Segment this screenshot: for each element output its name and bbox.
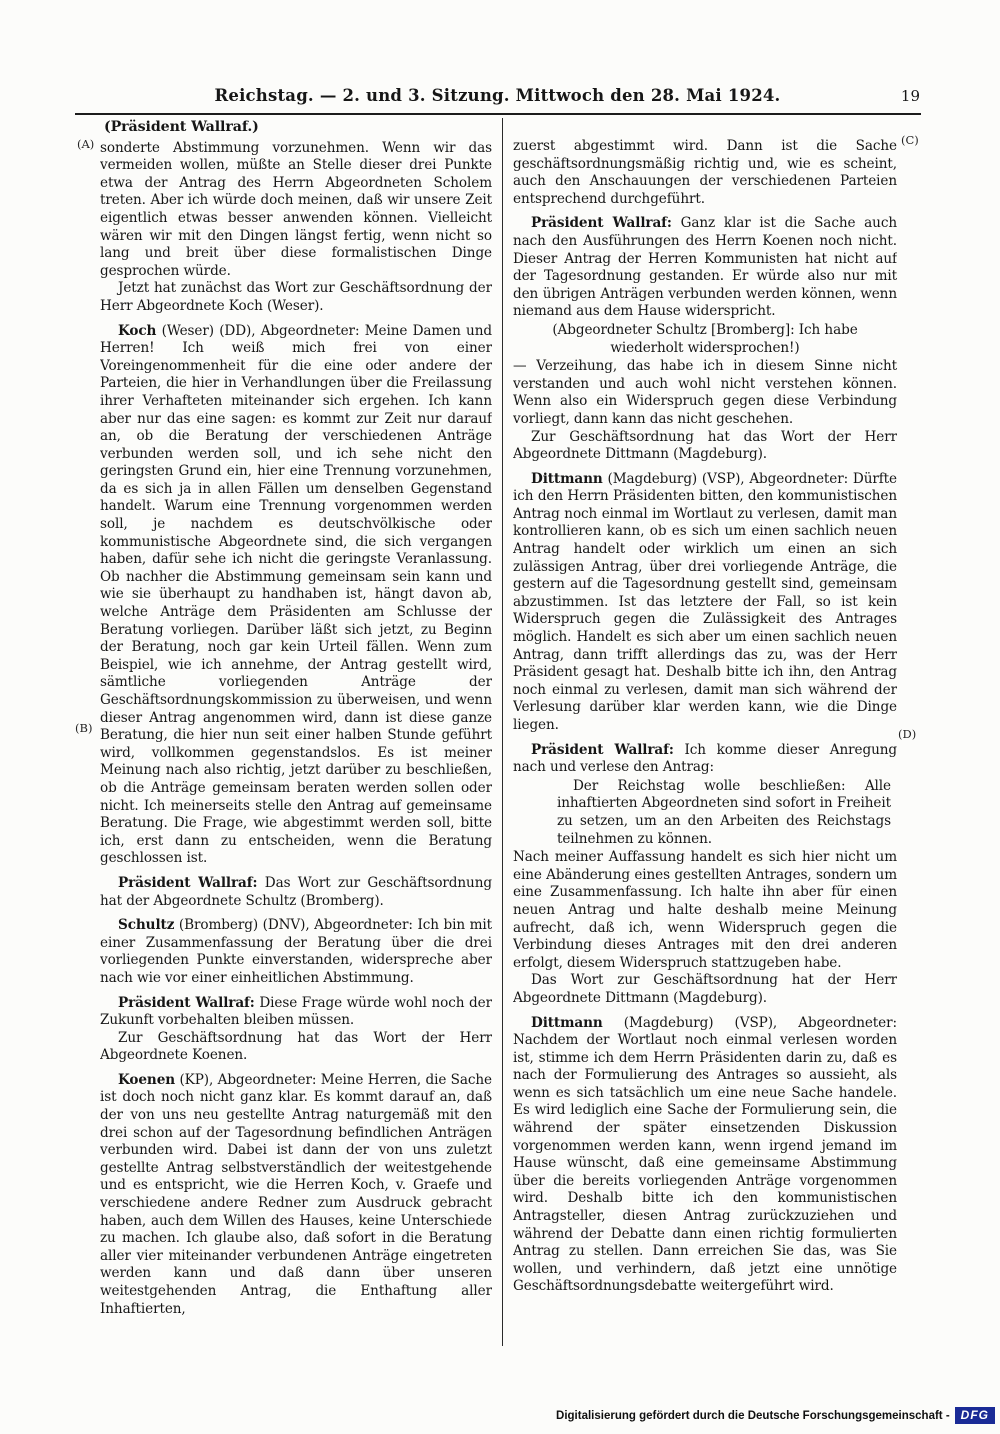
speech-text: Ich bin mit einer Zusammenfassung der Beratung über die drei vorliegenden Punkte einverstanden, widerspreche aber nach wie vor einer einheitlichen Abstimmung. <box>100 917 492 986</box>
speaker-name: Dittmann <box>531 1014 603 1031</box>
speaker-name: Schultz <box>118 917 175 934</box>
speaker-name: Präsident Wallraf: <box>118 994 255 1011</box>
speech-schultz <box>100 917 492 987</box>
speech-text: Ich komme dieser Anregung nach und verlese den Antrag: <box>513 741 897 776</box>
motion-text-block: Der Reichstag wolle beschließen: Alle inhaftierten Abgeordneten sind sofort in Freiheit zu setzen, um an den Arbeiten des Reichstags teilnehmen zu können. <box>557 777 891 847</box>
paragraph-continued-speech: sonderte Abstimmung vorzunehmen. Wenn wir das vermeiden wollen, müßte an Stelle dieser drei Punkte etwa der Antrag des Herrn Abgeordneten Scholem treten. Aber ich würde doch meinen, daß wir unsere Zeit eigentlich etwas besser anwenden können. Vielleicht wären wir mit den Dingen längst fertig, wenn nicht so lang und breit über diese formalistischen Dinge gesprochen würde. <box>100 139 492 279</box>
paragraph-president-reply: — Verzeihung, das habe ich in diesem Sinne nicht verstanden und auch wohl nicht verstehen können. Wenn also ein Widerspruch gegen diese Verbindung vorliegt, dann kann das nicht geschehen. <box>513 358 897 427</box>
speaker-meta: (Bromberg) (DNV), Abgeordneter: <box>178 917 413 934</box>
speech-text: Ganz klar ist die Sache auch nach den Ausführungen des Herrn Koenen noch nicht. Dieser Antrag der Herren Kommunisten hat nicht auf der Tagesordnung gestanden. Er würde also nur mit den übrigen Anträgen verbunden werden können, wenn niemand aus dem Hause widerspricht. <box>513 215 897 320</box>
paragraph-word-to-dittmann-1: Zur Geschäftsordnung hat das Wort der Herr Abgeordnete Dittmann (Magdeburg). <box>513 428 897 463</box>
continuation-header: (Präsident Wallraf.) <box>104 119 259 135</box>
speech-president-wallraf-1 <box>100 875 492 910</box>
paragraph-president-continues: Nach meiner Auffassung handelt es sich hier nicht um eine Abänderung eines gestellten Antrages, sondern um eine Zusammenfassung. Ich halte ihn aber für einen neuen Antrag und halte deshalb meine Meinung aufrecht, daß ich, wenn Widerspruch gegen die Verbindung dieses Antrages mit den drei anderen erfolgt, diesem Widerspruch stattzugeben habe. <box>513 849 897 971</box>
speaker-meta: (KP), Abgeordneter: <box>179 1071 317 1088</box>
speech-koch <box>100 323 492 868</box>
paragraph-continued-speech: zuerst abgestimmt wird. Dann ist die Sache geschäftsordnungsmäßig richtig und, wie es scheint, auch den Anschauungen der verschiedenen Parteien entsprechend durchgeführt. <box>513 138 897 207</box>
header-rule <box>75 113 921 115</box>
interjection-schultz: (Abgeordneter Schultz [Bromberg]: Ich habe wiederholt widersprochen!) <box>552 321 858 356</box>
speaker-name: Präsident Wallraf: <box>531 741 674 758</box>
credit-text: Digitalisierung gefördert durch die Deutsche Forschungsgemeinschaft - <box>556 1409 950 1422</box>
speaker-name: Dittmann <box>531 470 603 487</box>
speech-koenen <box>100 1072 492 1318</box>
speaker-meta: (Magdeburg) (VSP), Abgeordneter: <box>607 470 849 487</box>
speech-text: Dürfte ich den Herrn Präsidenten bitten, den kommunistischen Antrag noch einmal im Wortlaut zu verlesen, damit man kontrollieren kann, ob es sich um einen sachlich neuen Antrag handelt oder wirklich um einen an sich zulässigen Antrag, über drei vorliegende Anträge, die gestern auf die Tagesordnung gestellt sind, gemeinsam abzustimmen. Ist das letztere der Fall, so ist kein Widerspruch gegen die Zulässigkeit des Antrages möglich. Handelt es sich aber um einen sachlich neuen Antrag, dann trifft allerdings das zu, was der Herr Präsident gesagt hat. Deshalb bitte ich ihn, den Antrag noch einmal zu verlesen, damit man sich während der Verlesung darüber klar werden kann, wie die Dinge liegen. <box>513 470 897 733</box>
page-number: 19 <box>900 87 920 105</box>
margin-mark-b: (B) <box>75 721 93 735</box>
speaker-name: Koenen <box>118 1071 176 1088</box>
speaker-name: Präsident Wallraf: <box>118 874 258 891</box>
speech-text: Diese Frage würde wohl noch der Zukunft vorbehalten bleiben müssen. <box>100 994 492 1029</box>
speech-dittmann-1 <box>513 471 897 735</box>
speech-text: Meine Herren, die Sache ist doch noch nicht ganz klar. Es kommt darauf an, daß der von uns neu gestellte Antrag naturgemäß mit den drei schon auf der Tagesordnung befindlichen Anträgen verbunden wird. Dabei ist dann der von uns zuletzt gestellte Antrag selbstverständlich der weitestgehende und es entspricht, wie die Herren Koch, v. Graefe und verschiedene andere Redner zum Ausdruck gebracht haben, auch dem Willen des Hauses, keine Unterschiede zu machen. Ich glaube also, daß sofort in die Beratung aller vier miteinander verbundenen Anträge eingetreten werden kann und daß dann über unseren weitestgehenden Antrag, die Enthaftung aller Inhaftierten, <box>100 1071 492 1317</box>
page-header-title: Reichstag. — 2. und 3. Sitzung. Mittwoch den 28. Mai 1924. <box>214 86 781 105</box>
speech-text: Nachdem der Wortlaut noch einmal verlesen worden ist, stimme ich dem Herrn Präsidenten darin zu, daß es nach der Formulierung des Antrages so aussieht, als wenn es sich tatsächlich um eine neue Sache handele. Es wird lediglich eine Sache der Formulierung sein, die während der später einsetzenden Diskussion vorgenommen werden kann, wenn irgend jemand im Hause wünscht, daß eine gemeinsame Abstimmung über die bereits vorliegenden Anträge vorgenommen wird. Deshalb bitte ich den kommunistischen Antragsteller, diesen Antrag zurückzuziehen und während der Debatte dann einen richtig formulierten Antrag zu stellen. Dann erreichen Sie das, was Sie wollen, und verhindern, daß jetzt eine unnötige Geschäftsordnungsdebatte weitergeführt wird. <box>513 1032 897 1295</box>
paragraph-word-to-koch: Jetzt hat zunächst das Wort zur Geschäftsordnung der Herr Abgeordnete Koch (Weser). <box>100 280 492 314</box>
speaker-meta: (Weser) (DD), Abgeordneter: <box>161 322 360 339</box>
dfg-logo: DFG <box>955 1407 995 1424</box>
digitization-credit <box>556 1407 995 1424</box>
speaker-meta: (Magdeburg) (VSP), Abgeordneter: <box>623 1014 897 1031</box>
paragraph-word-to-koenen: Zur Geschäftsordnung hat das Wort der Herr Abgeordnete Koenen. <box>100 1029 492 1064</box>
margin-mark-c: (C) <box>901 133 919 147</box>
speech-president-wallraf-2 <box>100 995 492 1030</box>
speaker-name: Koch <box>118 322 157 339</box>
speech-dittmann-2 <box>513 1015 897 1297</box>
right-column <box>513 138 897 1350</box>
margin-mark-d: (D) <box>898 727 917 741</box>
speech-president-wallraf-4 <box>513 742 897 777</box>
speech-president-wallraf-3 <box>513 215 897 321</box>
paragraph-word-to-dittmann-2: Das Wort zur Geschäftsordnung hat der Herr Abgeordnete Dittmann (Magdeburg). <box>513 972 897 1006</box>
left-column <box>100 119 492 1349</box>
speech-text: Meine Damen und Herren! Ich weiß mich frei von einer Voreingenommenheit für die eine oder andere der Parteien, die hier in Verhandlungen über die Freilassung ihrer Verhafteten miteinander sich ergehen. Ich kann aber nur das eine sagen: es kommt zur Zeit nur darauf an, ob die Beratung der verschiedenen Anträge verbunden werden soll, und ich sehe nicht den geringsten Grund ein, hier eine Trennung vorzunehmen, da es sich ja in allen Fällen um denselben Gegenstand handelt. Warum eine Trennung vorgenommen werden soll, je nachdem es deutschvölkische oder kommunistische Abgeordnete sind, die sich vergangen haben, dafür sehe ich nicht die geringste Veranlassung. Ob nachher die Abstimmung gemeinsam sein kann und wie sie überhaupt zu handhaben ist, hängt davon ab, welche Anträge dem Präsidenten am Schlusse der Beratung vorliegen. Darüber läßt sich jetzt, zu Beginn der Beratung, noch gar kein Urteil fällen. Wenn zum Beispiel, wie ich annehme, der Antrag gestellt wird, sämtliche vorliegenden Anträge der Geschäftsordnungskommission zu überweisen, und wenn dieser Antrag angenommen wird, dann ist diese ganze Beratung, die hier nun seit einer halben Stunde geführt wird, vollkommen gegenstandslos. Es ist meiner Meinung nach also richtig, jetzt darüber zu beschließen, ob die Anträge gemeinsam beraten werden sollen oder nicht. Ich meinerseits stelle den Antrag auf gemeinsame Beratung. Die Frage, wie abgestimmt werden soll, bitte ich, erst dann zu entscheiden, wenn die Beratung geschlossen ist. <box>100 322 492 867</box>
speech-text: Das Wort zur Geschäftsordnung hat der Abgeordnete Schultz (Bromberg). <box>100 874 492 909</box>
speaker-name: Präsident Wallraf: <box>531 215 672 232</box>
column-divider-rule <box>502 118 503 1346</box>
margin-mark-a: (A) <box>77 137 95 151</box>
